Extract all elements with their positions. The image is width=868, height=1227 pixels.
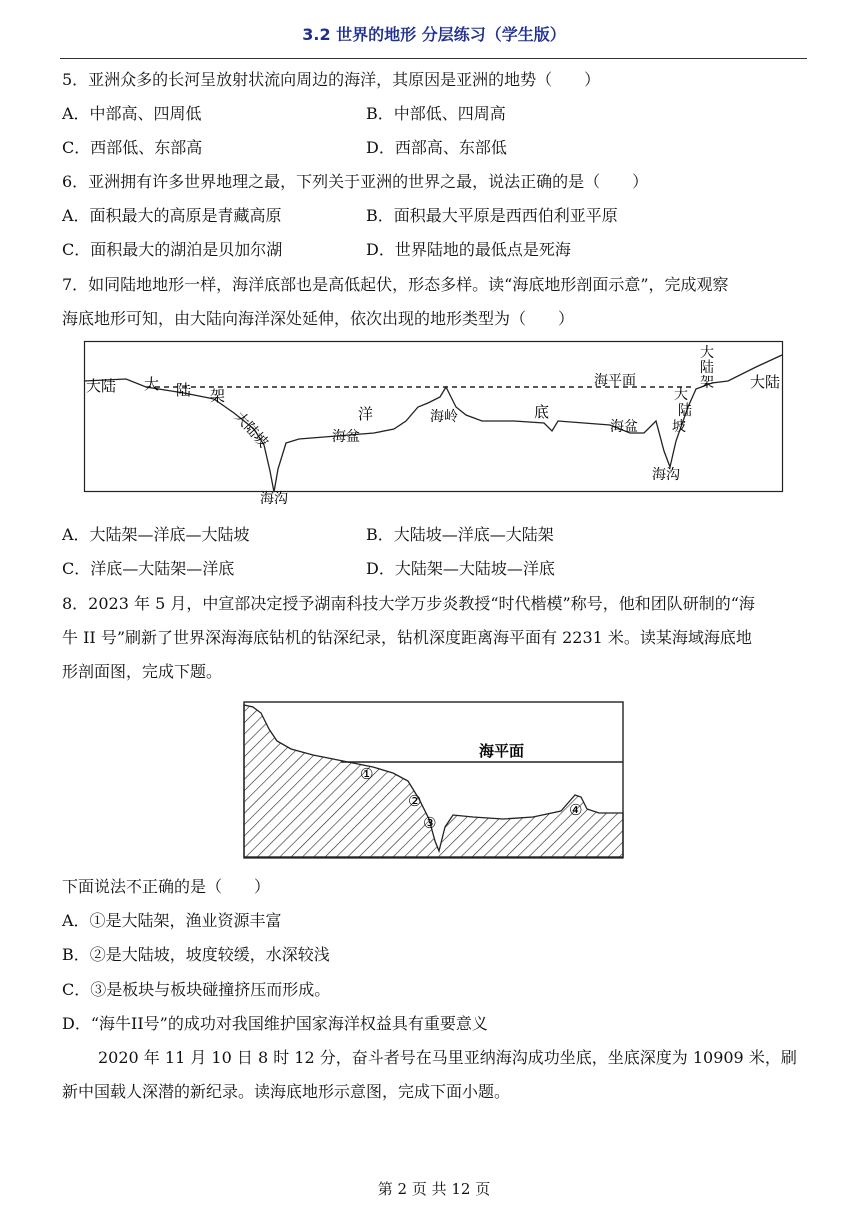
q8-sub-stem: 下面说法不正确的是（ ） [62,877,271,896]
q6-option-c: C．面积最大的湖泊是贝加尔湖 [62,240,283,259]
q7-option-d: D．大陆架—大陆坡—洋底 [366,559,555,578]
q8-option-c: C．③是板块与板块碰撞挤压而形成。 [62,980,331,999]
label-slope-right-3: 坡 [672,419,686,435]
seafloor-section-figure [243,701,625,859]
label-shelf-char3: 架 [210,387,226,405]
header-divider [60,58,807,59]
label-shelf-right-3: 架 [700,375,714,391]
q7-option-a: A．大陆架—洋底—大陆坡 [62,525,250,544]
label-shelf-char1: 大 [144,375,160,393]
label-basin-left: 海盆 [332,429,360,445]
q5-option-d: D．西部高、东部低 [366,138,507,157]
q6-stem: 6．亚洲拥有许多世界地理之最，下列关于亚洲的世界之最，说法正确的是（ ） [62,172,649,191]
q7-option-b: B．大陆坡—洋底—大陆架 [366,525,554,544]
label-yang: 洋 [358,405,374,423]
marker-3: ③ [423,814,437,832]
label-trench-right: 海沟 [652,467,680,483]
page-footer: 第 2 页 共 12 页 [377,1180,491,1198]
page-header-title: 3.2 世界的地形 分层练习（学生版） [302,25,566,44]
q6-option-d: D．世界陆地的最低点是死海 [366,240,571,259]
q5-option-b: B．中部低、四周高 [366,104,506,123]
label-slope-right-1: 大 [674,387,688,403]
label-trench-left: 海沟 [260,491,288,507]
label-sea-level: 海平面 [479,742,525,760]
label-basin-right: 海盆 [610,419,638,435]
q5-stem: 5．亚洲众多的长河呈放射状流向周边的海洋，其原因是亚洲的地势（ ） [62,70,601,89]
label-land-left: 大陆 [86,377,117,395]
label-sea-level: 海平面 [594,373,636,389]
q5-option-a: A．中部高、四周低 [62,104,202,123]
q8-stem-line3: 形剖面图，完成下题。 [62,662,223,681]
passage-line2: 新中国载人深潜的新纪录。读海底地形示意图，完成下面小题。 [62,1082,511,1101]
marker-1: ① [360,765,374,783]
q8-option-d: D．“海牛II号”的成功对我国维护国家海洋权益具有重要意义 [62,1014,488,1033]
passage-line1: 2020 年 11 月 10 日 8 时 12 分，奋斗者号在马里亚纳海沟成功坐底，坐底深度为 10909 米，刷 [98,1048,797,1067]
seafloor-profile-diagram [84,341,784,507]
marker-2: ② [408,792,422,810]
q6-option-b: B．面积最大平原是西西伯利亚平原 [366,206,618,225]
label-slope-left: 大陆坡 [231,408,272,451]
label-shelf-char2: 陆 [176,381,192,399]
q8-option-b: B．②是大陆坡，坡度较缓，水深较浅 [62,945,330,964]
marker-4: ④ [569,801,583,819]
q5-option-c: C．西部低、东部高 [62,138,203,157]
label-land-right: 大陆 [750,373,781,391]
q6-option-a: A．面积最大的高原是青藏高原 [62,206,282,225]
label-di: 底 [534,403,550,421]
hatched-seafloor [244,705,623,858]
q7-stem-line2: 海底地形可知，由大陆向海洋深处延伸，依次出现的地形类型为（ ） [62,309,575,328]
q8-option-a: A．①是大陆架，渔业资源丰富 [62,911,282,930]
label-shelf-right-2: 陆 [700,360,714,376]
q7-stem-line1: 7．如同陆地地形一样，海洋底部也是高低起伏，形态多样。读“海底地形剖面示意”，完成观察 [62,275,729,294]
q7-option-c: C．洋底—大陆架—洋底 [62,559,235,578]
label-slope-right-2: 陆 [678,403,692,419]
q8-stem-line2: 牛 II 号”刷新了世界深海海底钻机的钻深纪录，钻机深度距离海平面有 2231 米。读某海域海底地 [62,628,752,647]
q8-stem-line1: 8．2023 年 5 月，中宣部决定授予湖南科技大学万步炎教授“时代楷模”称号，他和团队研制的“海 [62,594,755,613]
label-ridge: 海岭 [430,409,458,425]
label-shelf-right-1: 大 [700,345,714,361]
